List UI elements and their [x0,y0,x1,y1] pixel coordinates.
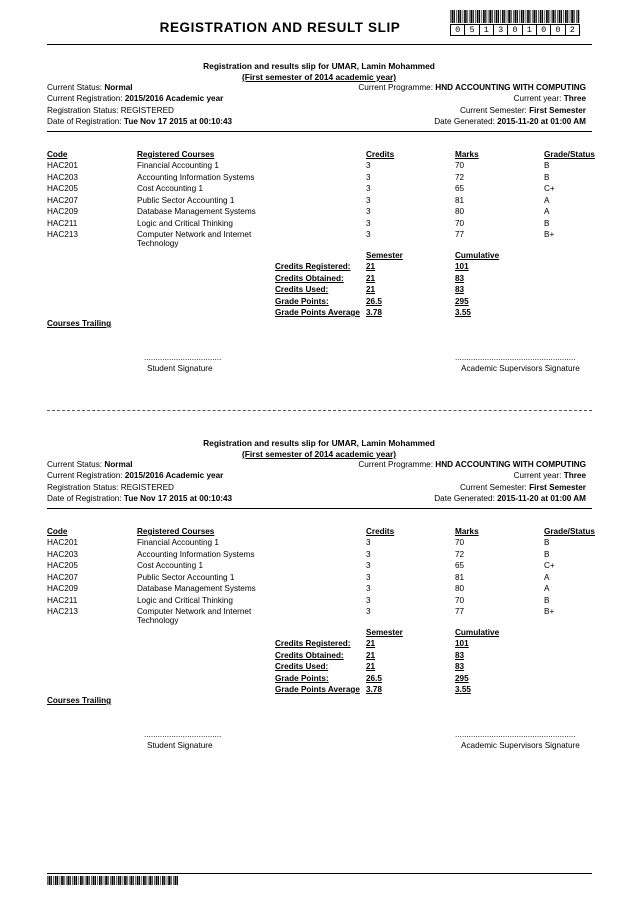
course-credits: 3 [366,196,371,205]
date-generated-label: Date Generated: [434,494,495,503]
current-programme-value: HND ACCOUNTING WITH COMPUTING [435,460,586,469]
summary-label: Credits Obtained: [275,651,344,660]
course-marks: 77 [455,230,465,239]
course-name: Logic and Critical Thinking [137,219,233,228]
course-code: HAC211 [47,219,78,228]
supervisor-signature-line: ..................................................... [455,353,576,362]
course-code: HAC213 [47,230,78,239]
course-marks: 80 [455,584,465,593]
student-signature-label: Student Signature [147,741,213,750]
course-name: Public Sector Accounting 1 [137,196,235,205]
current-status [47,460,133,469]
summary-cumulative-value: 83 [455,274,465,283]
course-code: HAC207 [47,196,78,205]
current-year-value: Three [563,94,586,103]
serial-digit: 3 [494,25,508,35]
serial-digit: 0 [508,25,522,35]
current-year-value: Three [563,471,586,480]
serial-digit: 0 [451,25,465,35]
slip-subtitle: (First semester of 2014 academic year) [241,72,397,82]
course-name: Financial Accounting 1 [137,538,219,547]
course-marks: 72 [455,550,465,559]
summary-semester-value: 3.78 [366,685,382,694]
summary-label: Credits Used: [275,662,329,671]
course-credits: 3 [366,550,371,559]
registration-status-value: REGISTERED [120,483,174,492]
date-generated-label: Date Generated: [434,117,495,126]
course-code: HAC201 [47,538,78,547]
summary-semester-value: 26.5 [366,674,382,683]
summary-cumulative-value: 83 [455,285,465,294]
summary-cumulative-value: 83 [455,651,465,660]
courses-trailing-label: Courses Trailing [47,696,112,705]
current-semester-value: First Semester [529,483,586,492]
course-marks: 77 [455,607,465,616]
course-marks: 65 [455,184,465,193]
registration-status [47,483,174,492]
course-name: Accounting Information Systems [137,550,255,559]
date-of-registration-value: Tue Nov 17 2015 at 00:10:43 [123,117,233,126]
student-signature-label: Student Signature [147,364,213,373]
summary-cumulative-value: 101 [455,639,469,648]
summary-label: Credits Registered: [275,262,351,271]
course-marks: 65 [455,561,465,570]
registration-slip [0,377,638,750]
current-status-label: Current Status: [47,83,103,92]
summary-label: Grade Points Average [275,685,360,694]
course-code: HAC213 [47,607,78,616]
course-marks: 70 [455,596,465,605]
summary-semester-value: 21 [366,662,376,671]
course-credits: 3 [366,561,371,570]
summary-cumulative-header: Cumulative [455,251,500,260]
serial-digit: 5 [465,25,479,35]
page-title: REGISTRATION AND RESULT SLIP [159,20,401,35]
summary-semester-value: 21 [366,274,376,283]
course-grade: A [544,196,550,205]
summary-semester-header: Semester [366,251,403,260]
course-grade: A [544,207,550,216]
current-semester-label: Current Semester: [459,106,527,115]
current-registration-label: Current Registration: [47,471,123,480]
course-code: HAC211 [47,596,78,605]
summary-semester-value: 21 [366,285,376,294]
date-generated-value: 2015-11-20 at 01:00 AM [497,117,586,126]
date-generated [434,494,586,503]
summary-label: Grade Points: [275,297,329,306]
summary-label: Grade Points Average [275,308,360,317]
current-semester [460,483,586,492]
summary-cumulative-value: 3.55 [455,308,471,317]
course-marks: 70 [455,538,465,547]
course-credits: 3 [366,596,371,605]
current-programme-value: HND ACCOUNTING WITH COMPUTING [435,83,586,92]
course-credits: 3 [366,584,371,593]
summary-semester-value: 21 [366,651,376,660]
column-header-grade: Grade/Status [544,527,595,536]
course-marks: 80 [455,207,465,216]
course-name: Computer Network and Internet Technology [137,230,252,248]
course-name: Logic and Critical Thinking [137,596,233,605]
info-divider [47,131,592,132]
current-semester-label: Current Semester: [459,483,527,492]
course-credits: 3 [366,161,371,170]
column-header-marks: Marks [455,527,479,536]
column-header-marks: Marks [455,150,479,159]
course-grade: B [544,173,550,182]
date-of-registration [47,117,232,126]
registration-status [47,106,174,115]
serial-digit: 1 [523,25,537,35]
current-year-label: Current year: [513,471,562,480]
summary-cumulative-value: 295 [455,674,469,683]
summary-semester-header: Semester [366,628,403,637]
course-credits: 3 [366,538,371,547]
summary-semester-value: 3.78 [366,308,382,317]
course-marks: 70 [455,219,465,228]
course-marks: 81 [455,196,465,205]
current-programme-label: Current Programme: [358,460,434,469]
course-credits: 3 [366,207,371,216]
current-semester-value: First Semester [529,106,586,115]
summary-cumulative-value: 101 [455,262,469,271]
current-programme [358,83,586,92]
course-code: HAC203 [47,173,78,182]
course-grade: B [544,219,550,228]
slip-title: Registration and results slip for UMAR, Lamin Mohammed [203,61,435,71]
course-name: Public Sector Accounting 1 [137,573,235,582]
date-of-registration-label: Date of Registration: [47,494,122,503]
course-name: Database Management Systems [137,584,256,593]
course-credits: 3 [366,219,371,228]
column-header-code: Code [47,150,68,159]
student-signature-line: .................................. [144,353,222,362]
summary-cumulative-value: 295 [455,297,469,306]
current-registration-label: Current Registration: [47,94,123,103]
course-grade: B [544,161,550,170]
current-registration [47,94,223,103]
column-header-code: Code [47,527,68,536]
current-registration-value: 2015/2016 Academic year [124,471,224,480]
info-divider [47,508,592,509]
summary-label: Grade Points: [275,674,329,683]
course-credits: 3 [366,573,371,582]
course-grade: A [544,573,550,582]
registration-slip [0,0,638,373]
course-credits: 3 [366,173,371,182]
course-name: Cost Accounting 1 [137,184,203,193]
column-header-course: Registered Courses [137,150,215,159]
course-code: HAC209 [47,207,78,216]
course-name: Financial Accounting 1 [137,161,219,170]
serial-digit: 2 [569,25,575,35]
course-name: Database Management Systems [137,207,256,216]
courses-trailing-label: Courses Trailing [47,319,112,328]
course-grade: B [544,550,550,559]
current-status-value: Normal [104,460,133,469]
registration-status-label: Registration Status: [47,106,119,115]
summary-label: Credits Used: [275,285,329,294]
column-header-grade: Grade/Status [544,150,595,159]
slip-title: Registration and results slip for UMAR, Lamin Mohammed [203,438,435,448]
course-code: HAC201 [47,161,78,170]
course-grade: B [544,596,550,605]
course-grade: A [544,584,550,593]
current-status-value: Normal [104,83,133,92]
serial-digit: 1 [480,25,494,35]
course-grade: B+ [544,230,555,239]
column-header-credits: Credits [366,150,395,159]
course-grade: B+ [544,607,555,616]
summary-semester-value: 21 [366,262,376,271]
supervisor-signature-label: Academic Supervisors Signature [461,364,580,373]
current-year-label: Current year: [513,94,562,103]
course-grade: B [544,538,550,547]
footer-divider [47,873,592,874]
course-credits: 3 [366,607,371,616]
barcode-bottom [47,876,179,885]
column-header-course: Registered Courses [137,527,215,536]
summary-label: Credits Registered: [275,639,351,648]
summary-cumulative-value: 83 [455,662,465,671]
course-credits: 3 [366,230,371,239]
course-grade: C+ [544,184,555,193]
course-code: HAC205 [47,561,78,570]
registration-status-label: Registration Status: [47,483,119,492]
course-name: Cost Accounting 1 [137,561,203,570]
current-semester [460,106,586,115]
course-marks: 72 [455,173,465,182]
course-marks: 81 [455,573,465,582]
current-registration [47,471,223,480]
course-name: Computer Network and Internet Technology [137,607,252,625]
summary-cumulative-value: 3.55 [455,685,471,694]
date-generated [434,117,586,126]
date-of-registration [47,494,232,503]
cut-line [47,410,592,411]
course-code: HAC203 [47,550,78,559]
summary-semester-value: 26.5 [366,297,382,306]
course-code: HAC207 [47,573,78,582]
date-of-registration-value: Tue Nov 17 2015 at 00:10:43 [123,494,233,503]
course-marks: 70 [455,161,465,170]
student-signature-line: .................................. [144,730,222,739]
supervisor-signature-line: ..................................................... [455,730,576,739]
current-programme-label: Current Programme: [358,83,434,92]
summary-semester-value: 21 [366,639,376,648]
serial-digit: 0 [551,25,565,35]
serial-digit: 0 [537,25,551,35]
date-generated-value: 2015-11-20 at 01:00 AM [497,494,586,503]
current-registration-value: 2015/2016 Academic year [124,94,224,103]
current-status-label: Current Status: [47,460,103,469]
column-header-credits: Credits [366,527,395,536]
course-code: HAC205 [47,184,78,193]
current-status [47,83,133,92]
supervisor-signature-label: Academic Supervisors Signature [461,741,580,750]
course-name: Accounting Information Systems [137,173,255,182]
current-year [514,471,586,480]
slip-subtitle: (First semester of 2014 academic year) [241,449,397,459]
course-credits: 3 [366,184,371,193]
current-year [514,94,586,103]
date-of-registration-label: Date of Registration: [47,117,122,126]
summary-label: Credits Obtained: [275,274,344,283]
course-grade: C+ [544,561,555,570]
registration-status-value: REGISTERED [120,106,174,115]
current-programme [358,460,586,469]
summary-cumulative-header: Cumulative [455,628,500,637]
course-code: HAC209 [47,584,78,593]
